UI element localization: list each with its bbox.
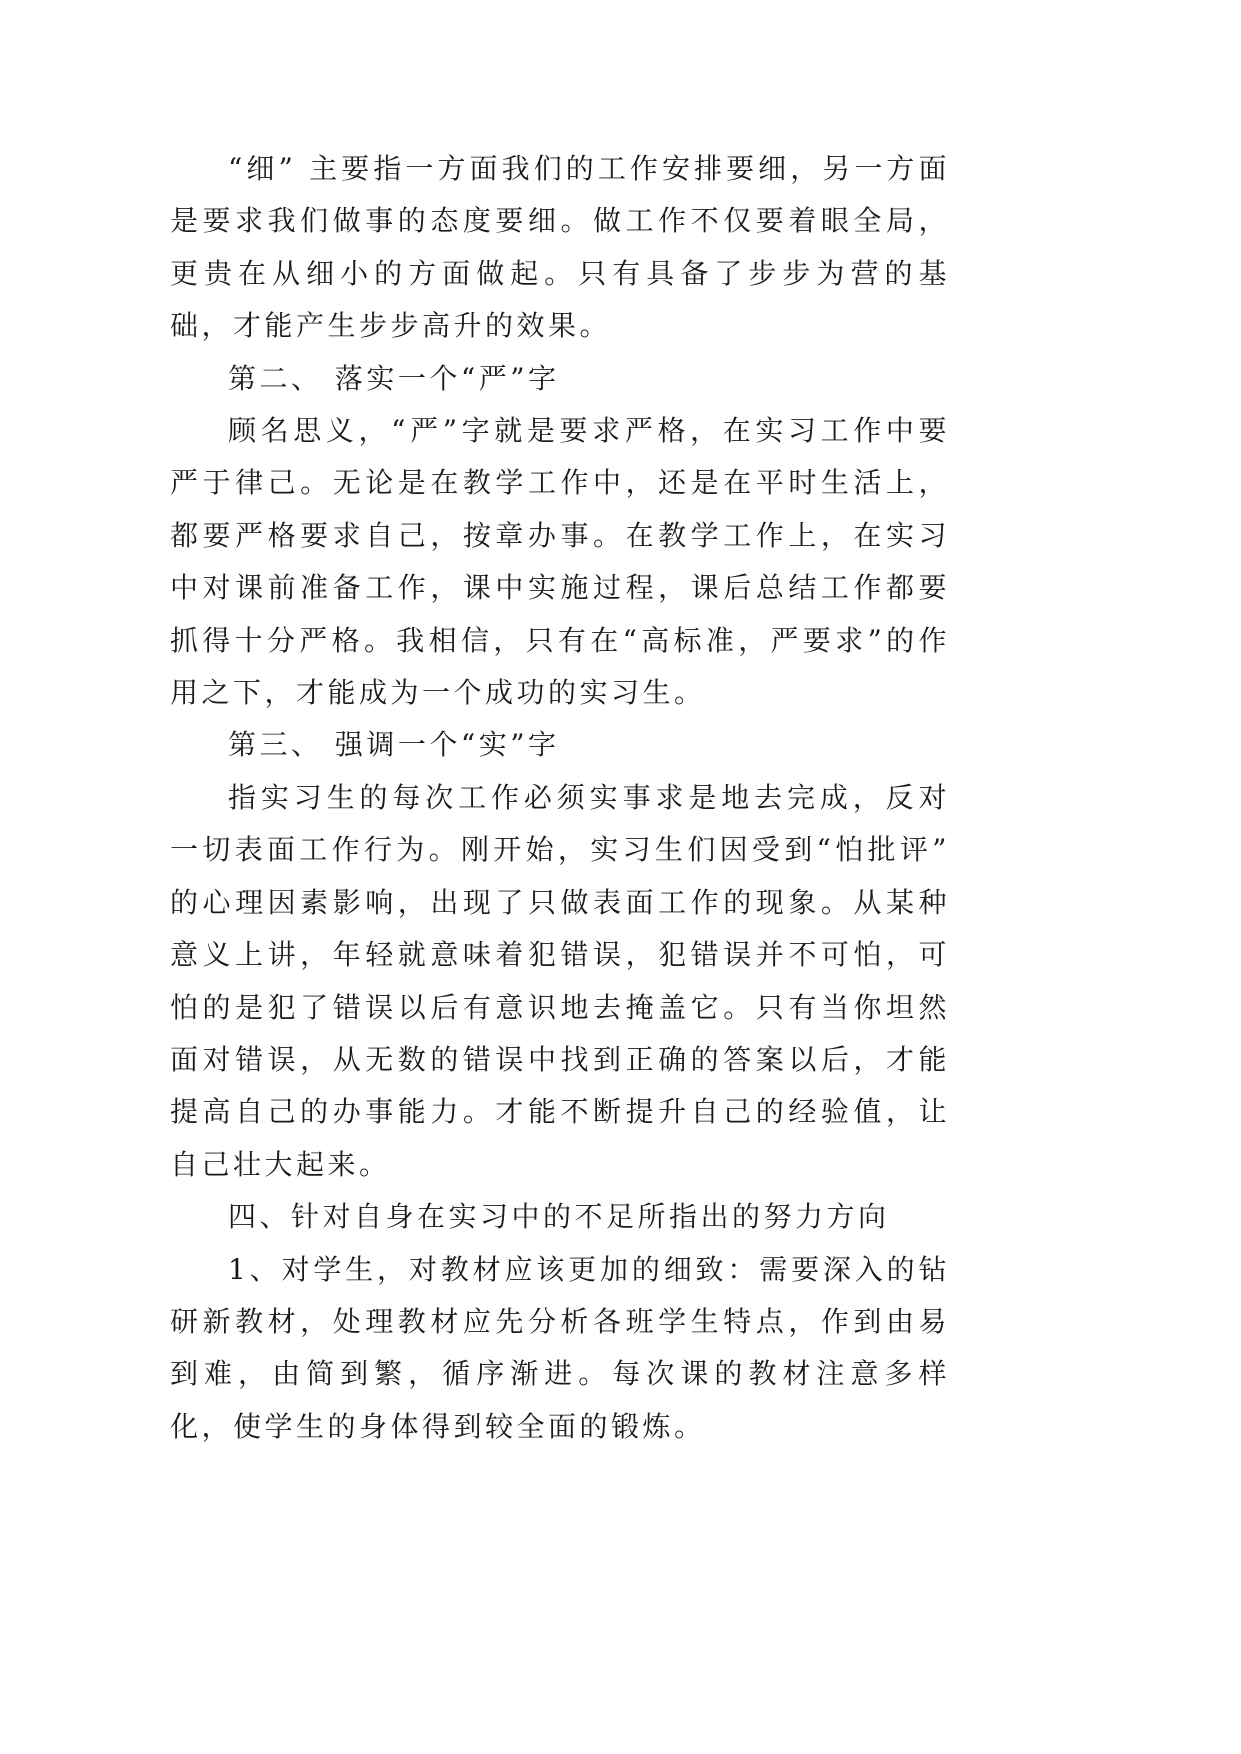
document-body [170, 143, 950, 1453]
heading-third-shi: 第三、 强调一个“实”字 [228, 728, 560, 762]
paragraph-xi: “细” 主要指一方面我们的工作安排要细，另一方面是要求我们做事的态度要细。做工作不仅要着眼全局，更贵在从细小的方面做起。只有具备了步步为营的基础，才能产生步步高升的效果。 [170, 152, 950, 343]
heading-second-yan: 第二、 落实一个“严”字 [228, 361, 560, 395]
paragraph-shi: 指实习生的每次工作必须实事求是地去完成，反对一切表面工作行为。刚开始，实习生们因受到“怕批评” 的心理因素影响，出现了只做表面工作的现象。从某种意义上讲，年轻就意味着犯错误，犯错误并不可怕，可怕的是犯了错误以后有意识地去掩盖它。只有当你坦然面对错误，从无数的错误中找到正确的答案以后，才能提高自己的办事能力。才能不断提升自己的经验值，让自己壮大起来。 [170, 780, 950, 1181]
heading-section-four: 四、针对自身在实习中的不足所指出的努力方向 [228, 1200, 890, 1234]
paragraph-item-1: 1、对学生，对教材应该更加的细致：需要深入的钻研新教材，处理教材应先分析各班学生特点，作到由易到难，由简到繁，循序渐进。每次课的教材注意多样化，使学生的身体得到较全面的锻炼。 [170, 1252, 950, 1443]
paragraph-yan: 顾名思义，“严”字就是要求严格，在实习工作中要严于律己。无论是在教学工作中，还是在平时生活上，都要严格要求自己，按章办事。在教学工作上，在实习中对课前准备工作，课中实施过程，课后总结工作都要抓得十分严格。我相信，只有在“高标准，严要求”的作用之下，才能成为一个成功的实习生。 [170, 414, 950, 710]
